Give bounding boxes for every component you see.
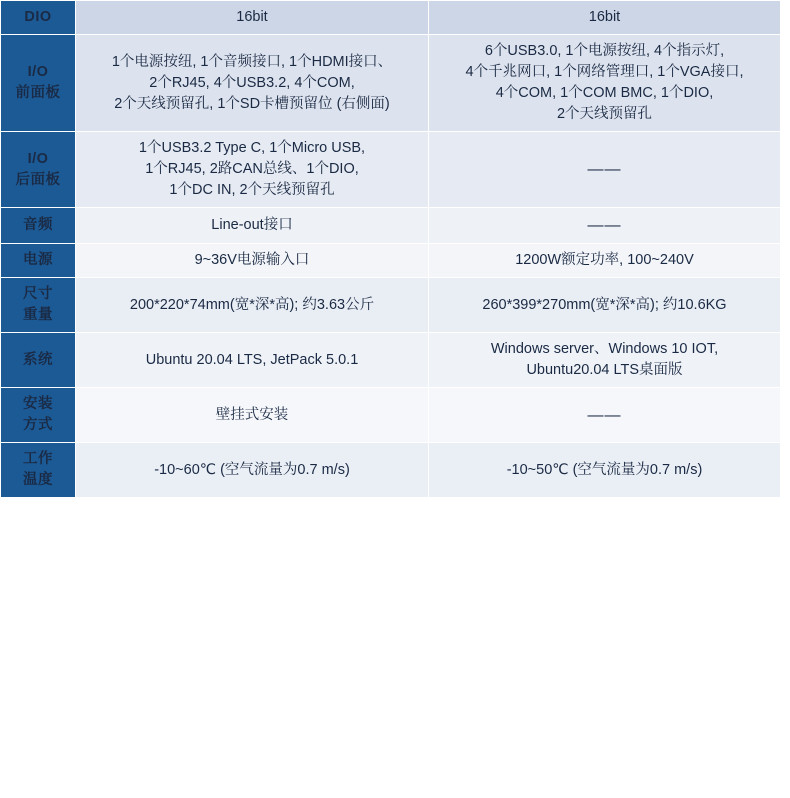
table-row bbox=[1, 132, 781, 208]
value-line: Ubuntu20.04 LTS桌面版 bbox=[526, 362, 683, 379]
row-label-io-front-panel bbox=[1, 35, 76, 132]
row-label-line: 系统 bbox=[23, 351, 53, 368]
row-value-b bbox=[429, 208, 781, 244]
row-label-line: 尺寸 bbox=[23, 286, 53, 303]
row-value-b bbox=[429, 443, 781, 498]
row-value-b bbox=[429, 244, 781, 278]
value-line: Line-out接口 bbox=[211, 217, 293, 234]
value-line: 1个DC IN, 2个天线预留孔 bbox=[169, 182, 335, 199]
row-value-a bbox=[76, 35, 429, 132]
value-line: 200*220*74mm(宽*深*高); 约3.63公斤 bbox=[129, 296, 375, 313]
value-line: —— bbox=[587, 161, 622, 178]
row-value-b bbox=[429, 278, 781, 333]
row-label-line: 安装 bbox=[23, 396, 53, 413]
row-label-line: 工作 bbox=[23, 451, 53, 468]
row-label-line: I/O bbox=[27, 64, 49, 81]
row-value-a bbox=[76, 443, 429, 498]
table-row bbox=[1, 443, 781, 498]
row-label-line: 温度 bbox=[23, 472, 53, 489]
value-line: 16bit bbox=[588, 9, 621, 25]
row-value-a bbox=[76, 1, 429, 35]
value-line: -10~60℃ (空气流量为0.7 m/s) bbox=[154, 461, 350, 478]
value-line: 260*399*270mm(宽*深*高); 约10.6KG bbox=[482, 296, 727, 313]
row-label-line: 音频 bbox=[23, 217, 53, 234]
row-value-b bbox=[429, 1, 781, 35]
row-label-io-rear-panel bbox=[1, 132, 76, 208]
value-line: —— bbox=[587, 406, 622, 424]
value-line: 1200W额定功率, 100~240V bbox=[515, 252, 694, 269]
value-line: 2个天线预留孔 bbox=[556, 106, 653, 123]
table-row bbox=[1, 388, 781, 443]
row-label-line: 方式 bbox=[23, 417, 53, 434]
value-line: 壁挂式安装 bbox=[215, 406, 289, 423]
row-label-line: 前面板 bbox=[15, 85, 61, 102]
table-row bbox=[1, 278, 781, 333]
table-row bbox=[1, 1, 781, 35]
value-line: —— bbox=[587, 217, 622, 235]
row-label-dio bbox=[1, 1, 76, 35]
row-value-a bbox=[76, 278, 429, 333]
row-value-a bbox=[76, 208, 429, 244]
table-row bbox=[1, 244, 781, 278]
value-line: Ubuntu 20.04 LTS, JetPack 5.0.1 bbox=[145, 351, 359, 368]
value-line: Windows server、Windows 10 IOT, bbox=[490, 341, 719, 358]
specification-table-body bbox=[1, 1, 781, 498]
row-label-line: 重量 bbox=[23, 307, 53, 324]
value-line: -10~50℃ (空气流量为0.7 m/s) bbox=[506, 461, 703, 478]
value-line: 1个电源按纽, 1个音频接口, 1个HDMI接口、 bbox=[111, 53, 393, 70]
row-value-a bbox=[76, 388, 429, 443]
row-label-mounting bbox=[1, 388, 76, 443]
row-label-audio bbox=[1, 208, 76, 244]
row-value-b bbox=[429, 388, 781, 443]
value-line: 9~36V电源输入口 bbox=[194, 252, 310, 269]
page-bottom-whitespace bbox=[0, 498, 790, 638]
value-line: 2个RJ45, 4个USB3.2, 4个COM, bbox=[149, 74, 355, 91]
value-line: 2个天线预留孔, 1个SD卡槽预留位 (右侧面) bbox=[114, 95, 390, 112]
value-line: 16bit bbox=[236, 9, 268, 25]
value-line: 4个千兆网口, 1个网络管理口, 1个VGA接口, bbox=[465, 64, 744, 81]
value-line: 1个USB3.2 Type C, 1个Micro USB, bbox=[138, 140, 366, 157]
value-line: 6个USB3.0, 1个电源按纽, 4个指示灯, bbox=[484, 43, 725, 60]
table-row bbox=[1, 208, 781, 244]
row-value-b bbox=[429, 35, 781, 132]
row-label-dimension-weight bbox=[1, 278, 76, 333]
table-row bbox=[1, 35, 781, 132]
row-label-line: I/O bbox=[27, 150, 49, 167]
row-value-a bbox=[76, 333, 429, 388]
row-value-a bbox=[76, 244, 429, 278]
row-value-b bbox=[429, 132, 781, 208]
value-line: 4个COM, 1个COM BMC, 1个DIO, bbox=[495, 85, 714, 102]
row-label-line: 后面板 bbox=[15, 171, 61, 188]
row-label-line: DIO bbox=[24, 9, 52, 25]
row-value-a bbox=[76, 132, 429, 208]
row-label-power bbox=[1, 244, 76, 278]
row-value-b bbox=[429, 333, 781, 388]
value-line: 1个RJ45, 2路CAN总线、1个DIO, bbox=[145, 161, 359, 178]
row-label-line: 电源 bbox=[23, 252, 53, 269]
row-label-operating-temperature bbox=[1, 443, 76, 498]
table-row bbox=[1, 333, 781, 388]
row-label-system bbox=[1, 333, 76, 388]
